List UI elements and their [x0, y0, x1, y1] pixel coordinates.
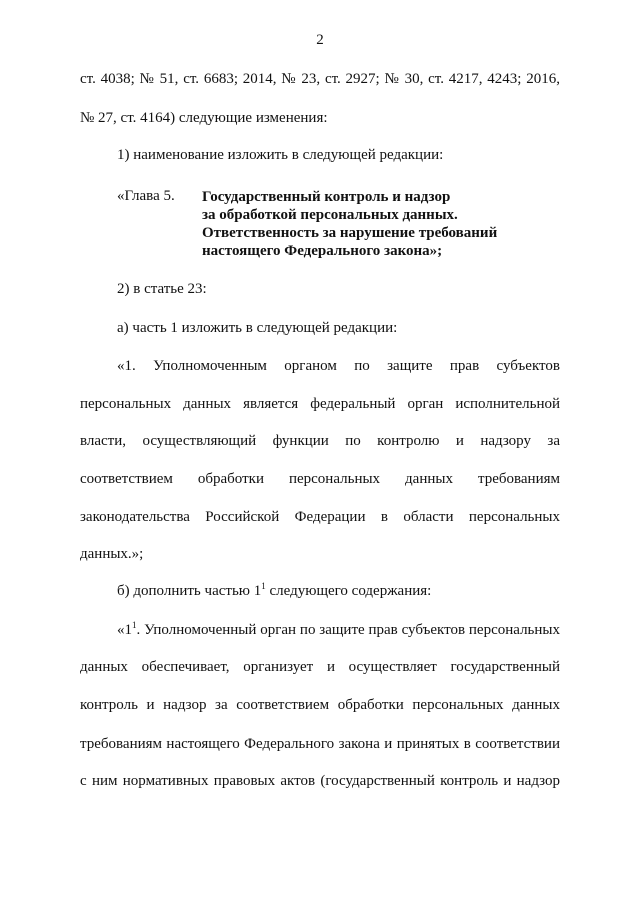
chapter-title — [202, 188, 560, 260]
chapter-title-line: настоящего Федерального закона»; — [202, 243, 443, 259]
text-line-6: «1. Уполномоченным органом по защите прав субъектов — [117, 358, 560, 374]
superscript: 1 — [132, 620, 137, 630]
text-segment: «1 — [117, 622, 132, 638]
text-line-17: с ним нормативных правовых актов (государственный контроль и надзор — [80, 773, 560, 789]
text-segment: б) дополнить частью 1 — [117, 583, 262, 599]
text-line-11: данных.»; — [80, 546, 144, 562]
text-line-4: 2) в статье 23: — [117, 281, 207, 297]
text-line-2: № 27, ст. 4164) следующие изменения: — [80, 110, 328, 126]
text-line-10: законодательства Российской Федерации в области персональных — [80, 509, 560, 525]
text-line-9: соответствием обработки персональных данных требованиям — [80, 471, 560, 487]
text-segment: следующего содержания: — [265, 583, 432, 599]
text-line-8: власти, осуществляющий функции по контролю и надзору за — [80, 433, 560, 449]
text-line-13 — [117, 622, 560, 639]
superscript: 1 — [261, 581, 266, 591]
chapter-title-line: за обработкой персональных данных. — [202, 207, 458, 223]
text-line-1: ст. 4038; № 51, ст. 6683; 2014, № 23, ст. 2927; № 30, ст. 4217, 4243; 2016, — [80, 71, 560, 87]
chapter-title-line: Государственный контроль и надзор — [202, 189, 451, 205]
chapter-label: «Глава 5. — [117, 188, 175, 204]
text-line-12 — [117, 583, 560, 600]
text-line-7: персональных данных является федеральный орган исполнительной — [80, 396, 560, 412]
page-number: 2 — [316, 32, 324, 48]
text-segment: . Уполномоченный орган по защите прав субъектов персональных — [136, 622, 560, 638]
text-line-3: 1) наименование изложить в следующей редакции: — [117, 147, 444, 163]
text-line-5: а) часть 1 изложить в следующей редакции: — [117, 320, 398, 336]
text-line-16: требованиям настоящего Федерального закона и принятых в соответствии — [80, 736, 560, 752]
text-line-14: данных обеспечивает, организует и осуществляет государственный — [80, 659, 560, 675]
chapter-title-line: Ответственность за нарушение требований — [202, 225, 498, 241]
text-line-15: контроль и надзор за соответствием обработки персональных данных — [80, 697, 560, 713]
